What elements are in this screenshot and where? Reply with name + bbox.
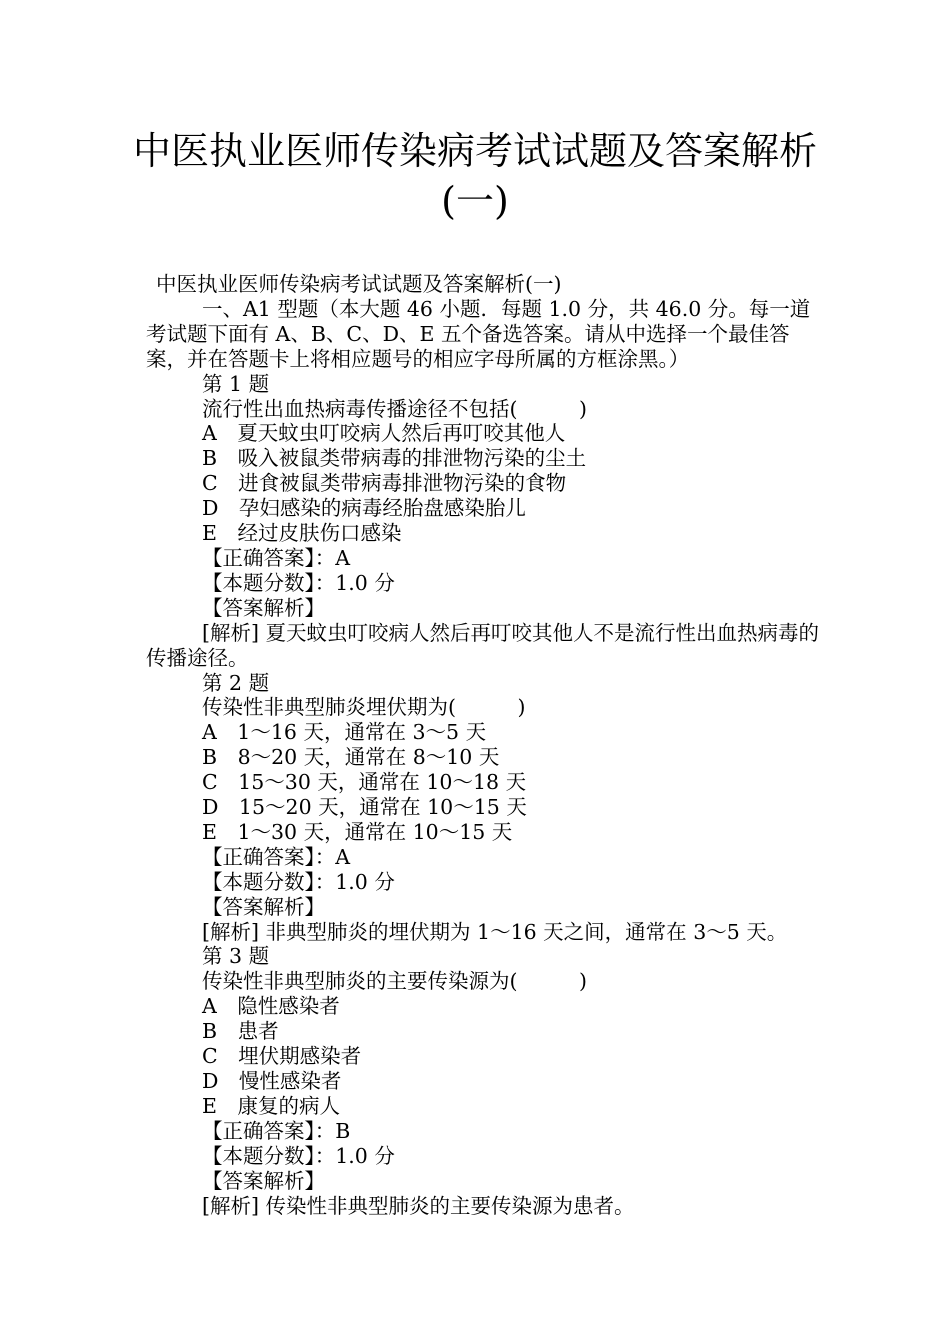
option-e: E 康复的病人 (202, 1093, 340, 1118)
question-1 (146, 372, 826, 671)
title-line-1: 中医执业医师传染病考试试题及答案解析 (132, 129, 817, 173)
option-a: A 1～16 天，通常在 3～5 天 (202, 720, 487, 745)
section-intro: 一、A1 型题（本大题 46 小题．每题 1.0 分，共 46.0 分。每一道考试题下面有 A、B、C、D、E 五个备选答案。请从中选择一个最佳答案，并在答题卡上将相应题号的相应字母所属的方框涂黑。） (146, 296, 811, 371)
analysis-label: 【答案解析】 (202, 894, 325, 919)
option-c: C 进食被鼠类带病毒排泄物污染的食物 (202, 471, 567, 496)
question-stem: 流行性出血热病毒传播途径不包括( ) (202, 396, 587, 421)
option-b: B 8～20 天，通常在 8～10 天 (202, 745, 500, 770)
option-d: D 15～20 天，通常在 10～15 天 (202, 795, 527, 820)
analysis-text: [解析] 夏天蚊虫叮咬病人然后再叮咬其他人不是流行性出血热病毒的传播途径。 (146, 620, 820, 670)
doc-subtitle: 中医执业医师传染病考试试题及答案解析(一) (156, 272, 562, 296)
document-title (60, 126, 890, 226)
correct-answer: 【正确答案】：A (202, 844, 351, 869)
option-b: B 吸入被鼠类带病毒的排泄物污染的尘土 (202, 446, 587, 471)
question-stem: 传染性非典型肺炎的主要传染源为( ) (202, 969, 587, 994)
option-d: D 慢性感染者 (202, 1069, 342, 1093)
option-b: B 患者 (202, 1019, 279, 1044)
option-c: C 埋伏期感染者 (202, 1044, 362, 1069)
option-c: C 15～30 天，通常在 10～18 天 (202, 770, 527, 795)
question-score: 【本题分数】：1.0 分 (202, 869, 395, 894)
option-d: D 孕妇感染的病毒经胎盘感染胎儿 (202, 496, 526, 521)
question-stem: 传染性非典型肺炎埋伏期为( ) (202, 695, 526, 720)
option-e: E 1～30 天，通常在 10～15 天 (202, 819, 513, 844)
question-number: 第 2 题 (202, 670, 270, 695)
question-2 (146, 671, 826, 945)
option-a: A 夏天蚊虫叮咬病人然后再叮咬其他人 (202, 421, 566, 446)
question-number: 第 3 题 (202, 944, 270, 969)
title-line-2: (一) (441, 179, 509, 223)
question-number: 第 1 题 (202, 371, 270, 396)
correct-answer: 【正确答案】：A (202, 545, 351, 570)
analysis-label: 【答案解析】 (202, 595, 325, 620)
correct-answer: 【正确答案】：B (202, 1118, 351, 1143)
analysis-text: [解析] 非典型肺炎的埋伏期为 1～16 天之间，通常在 3～5 天。 (202, 919, 788, 944)
option-e: E 经过皮肤伤口感染 (202, 521, 402, 546)
question-3 (146, 944, 826, 1218)
analysis-text: [解析] 传染性非典型肺炎的主要传染源为患者。 (202, 1193, 635, 1218)
question-score: 【本题分数】：1.0 分 (202, 1143, 395, 1168)
analysis-label: 【答案解析】 (202, 1168, 325, 1193)
question-score: 【本题分数】：1.0 分 (202, 570, 395, 595)
option-a: A 隐性感染者 (202, 994, 340, 1019)
document-body (146, 272, 826, 1218)
